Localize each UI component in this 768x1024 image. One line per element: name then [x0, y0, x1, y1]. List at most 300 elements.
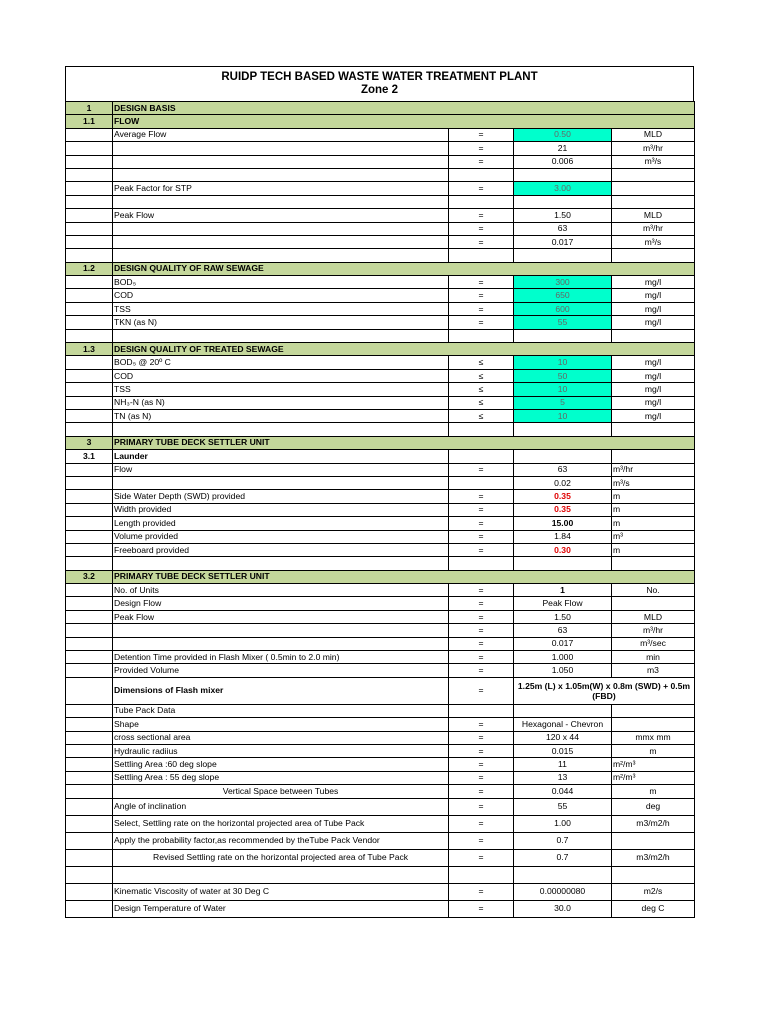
unit-cell[interactable] — [612, 249, 695, 262]
operator-cell[interactable]: = — [449, 624, 514, 637]
unit-cell[interactable]: m³/hr — [612, 222, 695, 235]
description-cell[interactable]: Flow — [113, 463, 449, 476]
operator-cell[interactable]: = — [449, 664, 514, 677]
unit-cell[interactable]: mg/l — [612, 302, 695, 315]
operator-cell[interactable] — [449, 423, 514, 436]
value-cell[interactable]: 10 — [514, 356, 612, 369]
operator-cell[interactable]: = — [449, 128, 514, 141]
value-cell[interactable]: 0.006 — [514, 155, 612, 168]
unit-cell[interactable]: m²/m³ — [612, 771, 695, 784]
unit-cell[interactable]: deg C — [612, 900, 695, 917]
section-title-cell[interactable]: DESIGN BASIS — [113, 102, 695, 115]
description-cell[interactable]: Side Water Depth (SWD) provided — [113, 490, 449, 503]
description-cell[interactable] — [113, 222, 449, 235]
number-cell[interactable] — [66, 637, 113, 650]
description-cell[interactable]: Vertical Space between Tubes — [113, 785, 449, 798]
value-cell[interactable]: 0.7 — [514, 832, 612, 849]
section-title-cell[interactable]: PRIMARY TUBE DECK SETTLER UNIT — [113, 436, 695, 449]
table-row — [66, 396, 695, 409]
number-cell[interactable] — [66, 235, 113, 248]
table-row — [66, 235, 695, 248]
value-cell[interactable]: 1.00 — [514, 815, 612, 832]
description-cell[interactable]: COD — [113, 369, 449, 382]
number-cell[interactable] — [66, 677, 113, 704]
number-cell[interactable] — [66, 503, 113, 516]
description-cell[interactable]: Average Flow — [113, 128, 449, 141]
description-cell[interactable]: Detention Time provided in Flash Mixer ( 0.5min to 2.0 min) — [113, 651, 449, 664]
number-cell[interactable] — [66, 316, 113, 329]
table-row — [66, 758, 695, 771]
unit-cell[interactable]: m³/s — [612, 476, 695, 489]
unit-cell[interactable]: mg/l — [612, 383, 695, 396]
operator-cell[interactable]: = — [449, 584, 514, 597]
description-cell[interactable] — [113, 866, 449, 883]
description-cell[interactable]: Shape — [113, 718, 449, 731]
value-cell[interactable]: 0.015 — [514, 744, 612, 757]
value-cell[interactable] — [514, 168, 612, 181]
unit-cell[interactable]: m³/s — [612, 235, 695, 248]
unit-cell[interactable]: m — [612, 744, 695, 757]
value-cell[interactable] — [514, 450, 612, 463]
table-row — [66, 624, 695, 637]
number-cell[interactable] — [66, 866, 113, 883]
value-cell[interactable]: 0.017 — [514, 637, 612, 650]
operator-cell[interactable]: = — [449, 677, 514, 704]
unit-cell[interactable]: MLD — [612, 209, 695, 222]
operator-cell[interactable]: = — [449, 222, 514, 235]
value-cell[interactable] — [514, 329, 612, 342]
number-cell[interactable] — [66, 704, 113, 717]
number-cell[interactable] — [66, 409, 113, 422]
title-block — [65, 66, 694, 101]
operator-cell[interactable] — [449, 704, 514, 717]
unit-cell[interactable]: m³/hr — [612, 142, 695, 155]
operator-cell[interactable]: = — [449, 832, 514, 849]
number-cell[interactable] — [66, 624, 113, 637]
description-cell[interactable]: Kinematic Viscosity of water at 30 Deg C — [113, 883, 449, 900]
table-row — [66, 866, 695, 883]
description-cell[interactable]: TKN (as N) — [113, 316, 449, 329]
section-title-cell[interactable]: PRIMARY TUBE DECK SETTLER UNIT — [113, 570, 695, 583]
unit-cell[interactable] — [612, 195, 695, 208]
unit-cell[interactable]: m³/hr — [612, 624, 695, 637]
table-row — [66, 530, 695, 543]
section-number-cell[interactable]: 1.1 — [66, 115, 113, 128]
value-cell[interactable]: 650 — [514, 289, 612, 302]
unit-cell[interactable]: mg/l — [612, 369, 695, 382]
operator-cell[interactable]: = — [449, 289, 514, 302]
value-cell[interactable]: 10 — [514, 383, 612, 396]
unit-cell[interactable]: m3 — [612, 664, 695, 677]
section-row — [66, 102, 695, 115]
value-cell[interactable]: 1 — [514, 584, 612, 597]
table-row — [66, 849, 695, 866]
table-row — [66, 209, 695, 222]
unit-cell[interactable]: m³/sec — [612, 637, 695, 650]
section-title-cell[interactable]: FLOW — [113, 115, 695, 128]
unit-cell[interactable]: MLD — [612, 610, 695, 623]
description-cell[interactable]: TN (as N) — [113, 409, 449, 422]
operator-cell[interactable]: = — [449, 517, 514, 530]
number-cell[interactable] — [66, 597, 113, 610]
operator-cell[interactable]: = — [449, 758, 514, 771]
description-cell[interactable]: Length provided — [113, 517, 449, 530]
operator-cell[interactable]: = — [449, 142, 514, 155]
operator-cell[interactable]: = — [449, 543, 514, 556]
unit-cell[interactable]: m³/s — [612, 155, 695, 168]
unit-cell[interactable] — [612, 704, 695, 717]
value-cell[interactable]: 1.84 — [514, 530, 612, 543]
unit-cell[interactable]: m — [612, 543, 695, 556]
number-cell[interactable] — [66, 557, 113, 570]
operator-cell[interactable]: = — [449, 209, 514, 222]
number-cell[interactable] — [66, 883, 113, 900]
number-cell[interactable] — [66, 584, 113, 597]
value-cell[interactable]: 5 — [514, 396, 612, 409]
description-cell[interactable]: BOD₅ — [113, 276, 449, 289]
value-cell[interactable]: 21 — [514, 142, 612, 155]
unit-cell[interactable]: mg/l — [612, 316, 695, 329]
section-number-cell[interactable]: 3 — [66, 436, 113, 449]
operator-cell[interactable] — [449, 866, 514, 883]
value-cell[interactable] — [514, 423, 612, 436]
value-cell[interactable]: 3.00 — [514, 182, 612, 195]
value-cell[interactable]: 15.00 — [514, 517, 612, 530]
number-cell[interactable] — [66, 731, 113, 744]
number-cell[interactable] — [66, 302, 113, 315]
unit-cell[interactable]: min — [612, 651, 695, 664]
value-cell[interactable]: 300 — [514, 276, 612, 289]
unit-cell[interactable] — [612, 832, 695, 849]
value-cell[interactable]: 0.02 — [514, 476, 612, 489]
description-cell[interactable]: Peak Factor for STP — [113, 182, 449, 195]
number-cell[interactable] — [66, 758, 113, 771]
unit-cell[interactable]: m3/m2/h — [612, 815, 695, 832]
number-cell[interactable] — [66, 664, 113, 677]
unit-cell[interactable] — [612, 182, 695, 195]
description-cell[interactable] — [113, 624, 449, 637]
number-cell[interactable] — [66, 490, 113, 503]
number-cell[interactable] — [66, 798, 113, 815]
value-cell[interactable]: 0.35 — [514, 490, 612, 503]
value-cell[interactable]: 0.7 — [514, 849, 612, 866]
operator-cell[interactable]: = — [449, 785, 514, 798]
operator-cell[interactable]: = — [449, 235, 514, 248]
number-cell[interactable] — [66, 182, 113, 195]
description-cell[interactable]: No. of Units — [113, 584, 449, 597]
number-cell[interactable] — [66, 168, 113, 181]
description-cell[interactable]: Peak Flow — [113, 209, 449, 222]
number-cell[interactable] — [66, 142, 113, 155]
operator-cell[interactable]: = — [449, 316, 514, 329]
unit-cell[interactable] — [612, 450, 695, 463]
description-cell[interactable]: BOD₅ @ 20º C — [113, 356, 449, 369]
description-cell[interactable]: Select, Settling rate on the horizontal projected area of Tube Pack — [113, 815, 449, 832]
operator-cell[interactable]: ≤ — [449, 369, 514, 382]
description-cell[interactable] — [113, 142, 449, 155]
description-cell[interactable]: COD — [113, 289, 449, 302]
description-cell[interactable]: Settling Area :60 deg slope — [113, 758, 449, 771]
table-row — [66, 832, 695, 849]
operator-cell[interactable]: = — [449, 849, 514, 866]
value-cell[interactable]: 1.050 — [514, 664, 612, 677]
unit-cell[interactable] — [612, 329, 695, 342]
number-cell[interactable] — [66, 155, 113, 168]
value-cell[interactable] — [514, 704, 612, 717]
value-cell[interactable]: 50 — [514, 369, 612, 382]
description-cell[interactable]: Width provided — [113, 503, 449, 516]
number-cell[interactable] — [66, 771, 113, 784]
table-row — [66, 597, 695, 610]
table-row — [66, 637, 695, 650]
operator-cell[interactable]: = — [449, 302, 514, 315]
number-cell[interactable] — [66, 128, 113, 141]
unit-cell[interactable] — [612, 597, 695, 610]
unit-cell[interactable] — [612, 168, 695, 181]
operator-cell[interactable] — [449, 249, 514, 262]
description-cell[interactable]: Launder — [113, 450, 449, 463]
unit-cell[interactable]: m³/hr — [612, 463, 695, 476]
operator-cell[interactable]: = — [449, 276, 514, 289]
number-cell[interactable] — [66, 815, 113, 832]
description-cell[interactable]: Apply the probability factor,as recommended by theTube Pack Vendor — [113, 832, 449, 849]
value-cell[interactable]: 63 — [514, 222, 612, 235]
operator-cell[interactable] — [449, 476, 514, 489]
value-cell[interactable]: 55 — [514, 316, 612, 329]
value-cell[interactable]: 63 — [514, 463, 612, 476]
operator-cell[interactable]: ≤ — [449, 409, 514, 422]
value-cell[interactable]: 0.30 — [514, 543, 612, 556]
description-cell[interactable] — [113, 476, 449, 489]
unit-cell[interactable]: m — [612, 490, 695, 503]
value-cell[interactable]: 0.00000080 — [514, 883, 612, 900]
operator-cell[interactable]: = — [449, 597, 514, 610]
operator-cell[interactable]: = — [449, 900, 514, 917]
number-cell[interactable] — [66, 383, 113, 396]
description-cell[interactable]: Peak Flow — [113, 610, 449, 623]
description-cell[interactable]: Hydraulic radiius — [113, 744, 449, 757]
operator-cell[interactable]: = — [449, 798, 514, 815]
number-cell[interactable] — [66, 249, 113, 262]
description-cell[interactable]: NH₃-N (as N) — [113, 396, 449, 409]
unit-cell[interactable]: m2/s — [612, 883, 695, 900]
unit-cell[interactable]: m — [612, 503, 695, 516]
description-cell[interactable]: Volume provided — [113, 530, 449, 543]
operator-cell[interactable]: = — [449, 651, 514, 664]
description-cell[interactable]: Freeboard provided — [113, 543, 449, 556]
number-cell[interactable] — [66, 276, 113, 289]
table-row — [66, 463, 695, 476]
description-cell[interactable] — [113, 557, 449, 570]
description-cell[interactable]: Angle of inclination — [113, 798, 449, 815]
unit-cell[interactable] — [612, 866, 695, 883]
description-cell[interactable] — [113, 637, 449, 650]
description-cell[interactable]: TSS — [113, 302, 449, 315]
unit-cell[interactable] — [612, 557, 695, 570]
number-cell[interactable] — [66, 744, 113, 757]
value-cell[interactable]: 63 — [514, 624, 612, 637]
table-row — [66, 610, 695, 623]
number-cell[interactable] — [66, 517, 113, 530]
description-cell[interactable] — [113, 168, 449, 181]
description-cell[interactable]: Tube Pack Data — [113, 704, 449, 717]
description-cell[interactable]: Dimensions of Flash mixer — [113, 677, 449, 704]
description-cell[interactable] — [113, 423, 449, 436]
description-cell[interactable] — [113, 329, 449, 342]
table-row — [66, 718, 695, 731]
operator-cell[interactable]: = — [449, 530, 514, 543]
section-number-cell[interactable]: 1 — [66, 102, 113, 115]
number-cell[interactable] — [66, 543, 113, 556]
operator-cell[interactable]: = — [449, 463, 514, 476]
table-row — [66, 369, 695, 382]
section-title-cell[interactable]: DESIGN QUALITY OF RAW SEWAGE — [113, 262, 695, 275]
number-cell[interactable] — [66, 222, 113, 235]
unit-cell[interactable]: m3/m2/h — [612, 849, 695, 866]
value-cell[interactable]: 1.000 — [514, 651, 612, 664]
unit-cell[interactable] — [612, 718, 695, 731]
table-row — [66, 168, 695, 181]
number-cell[interactable] — [66, 651, 113, 664]
operator-cell[interactable]: = — [449, 182, 514, 195]
value-cell[interactable]: Peak Flow — [514, 597, 612, 610]
operator-cell[interactable] — [449, 329, 514, 342]
description-cell[interactable]: Provided Volume — [113, 664, 449, 677]
value-cell[interactable]: 11 — [514, 758, 612, 771]
table-row — [66, 677, 695, 704]
value-cell[interactable] — [514, 557, 612, 570]
operator-cell[interactable]: = — [449, 610, 514, 623]
unit-cell[interactable]: mg/l — [612, 289, 695, 302]
number-cell[interactable] — [66, 785, 113, 798]
operator-cell[interactable]: = — [449, 637, 514, 650]
unit-cell[interactable]: MLD — [612, 128, 695, 141]
number-cell[interactable] — [66, 369, 113, 382]
value-cell[interactable]: Hexagonal - Chevron — [514, 718, 612, 731]
value-cell[interactable]: 0.017 — [514, 235, 612, 248]
value-cell[interactable] — [514, 195, 612, 208]
value-cell[interactable]: 10 — [514, 409, 612, 422]
section-row — [66, 262, 695, 275]
table-row — [66, 798, 695, 815]
value-cell[interactable]: 1.25m (L) x 1.05m(W) x 0.8m (SWD) + 0.5m (FBD) — [514, 677, 695, 704]
description-cell[interactable] — [113, 235, 449, 248]
unit-cell[interactable]: mg/l — [612, 396, 695, 409]
value-cell[interactable]: 0.35 — [514, 503, 612, 516]
sheet-subtitle: Zone 2 — [360, 84, 399, 96]
number-cell[interactable] — [66, 423, 113, 436]
unit-cell[interactable]: m — [612, 785, 695, 798]
table-row — [66, 155, 695, 168]
number-cell[interactable] — [66, 718, 113, 731]
number-cell[interactable] — [66, 849, 113, 866]
sheet-title: RUIDP TECH BASED WASTE WATER TREATMENT PLANT — [221, 71, 538, 83]
unit-cell[interactable]: mg/l — [612, 276, 695, 289]
description-cell[interactable] — [113, 155, 449, 168]
number-cell[interactable] — [66, 900, 113, 917]
operator-cell[interactable] — [449, 195, 514, 208]
operator-cell[interactable] — [449, 450, 514, 463]
value-cell[interactable]: 55 — [514, 798, 612, 815]
number-cell[interactable] — [66, 195, 113, 208]
operator-cell[interactable]: = — [449, 731, 514, 744]
operator-cell[interactable] — [449, 168, 514, 181]
number-cell[interactable] — [66, 610, 113, 623]
number-cell[interactable]: 3.1 — [66, 450, 113, 463]
number-cell[interactable] — [66, 463, 113, 476]
unit-cell[interactable]: m³ — [612, 530, 695, 543]
value-cell[interactable]: 30.0 — [514, 900, 612, 917]
value-cell[interactable]: 0.044 — [514, 785, 612, 798]
description-cell[interactable] — [113, 195, 449, 208]
section-row — [66, 115, 695, 128]
description-cell[interactable]: Design Temperature of Water — [113, 900, 449, 917]
section-number-cell[interactable]: 1.2 — [66, 262, 113, 275]
table-row — [66, 883, 695, 900]
section-number-cell[interactable]: 3.2 — [66, 570, 113, 583]
unit-cell[interactable] — [612, 423, 695, 436]
section-title-cell[interactable]: DESIGN QUALITY OF TREATED SEWAGE — [113, 343, 695, 356]
value-cell[interactable]: 0.50 — [514, 128, 612, 141]
unit-cell[interactable]: mmx mm — [612, 731, 695, 744]
number-cell[interactable] — [66, 832, 113, 849]
operator-cell[interactable]: = — [449, 883, 514, 900]
value-cell[interactable]: 13 — [514, 771, 612, 784]
value-cell[interactable]: 1.50 — [514, 209, 612, 222]
table-row — [66, 450, 695, 463]
operator-cell[interactable]: = — [449, 155, 514, 168]
description-cell[interactable]: Design Flow — [113, 597, 449, 610]
operator-cell[interactable]: = — [449, 490, 514, 503]
description-cell[interactable]: TSS — [113, 383, 449, 396]
operator-cell[interactable]: ≤ — [449, 383, 514, 396]
value-cell[interactable] — [514, 249, 612, 262]
description-cell[interactable]: Settling Area : 55 deg slope — [113, 771, 449, 784]
number-cell[interactable] — [66, 530, 113, 543]
description-cell[interactable] — [113, 249, 449, 262]
unit-cell[interactable]: No. — [612, 584, 695, 597]
unit-cell[interactable]: m — [612, 517, 695, 530]
table-row — [66, 731, 695, 744]
operator-cell[interactable]: = — [449, 815, 514, 832]
unit-cell[interactable]: m²/m³ — [612, 758, 695, 771]
description-cell[interactable]: Revised Settling rate on the horizontal projected area of Tube Pack — [113, 849, 449, 866]
value-cell[interactable]: 600 — [514, 302, 612, 315]
operator-cell[interactable]: ≤ — [449, 356, 514, 369]
description-cell[interactable]: cross sectional area — [113, 731, 449, 744]
value-cell[interactable]: 1.50 — [514, 610, 612, 623]
operator-cell[interactable]: = — [449, 503, 514, 516]
unit-cell[interactable]: deg — [612, 798, 695, 815]
unit-cell[interactable]: mg/l — [612, 409, 695, 422]
operator-cell[interactable]: = — [449, 744, 514, 757]
number-cell[interactable] — [66, 209, 113, 222]
section-number-cell[interactable]: 1.3 — [66, 343, 113, 356]
value-cell[interactable] — [514, 866, 612, 883]
unit-cell[interactable]: mg/l — [612, 356, 695, 369]
number-cell[interactable] — [66, 329, 113, 342]
value-cell[interactable]: 120 x 44 — [514, 731, 612, 744]
number-cell[interactable] — [66, 289, 113, 302]
operator-cell[interactable] — [449, 557, 514, 570]
operator-cell[interactable]: = — [449, 718, 514, 731]
number-cell[interactable] — [66, 476, 113, 489]
operator-cell[interactable]: = — [449, 771, 514, 784]
number-cell[interactable] — [66, 356, 113, 369]
number-cell[interactable] — [66, 396, 113, 409]
table-row — [66, 409, 695, 422]
operator-cell[interactable]: ≤ — [449, 396, 514, 409]
